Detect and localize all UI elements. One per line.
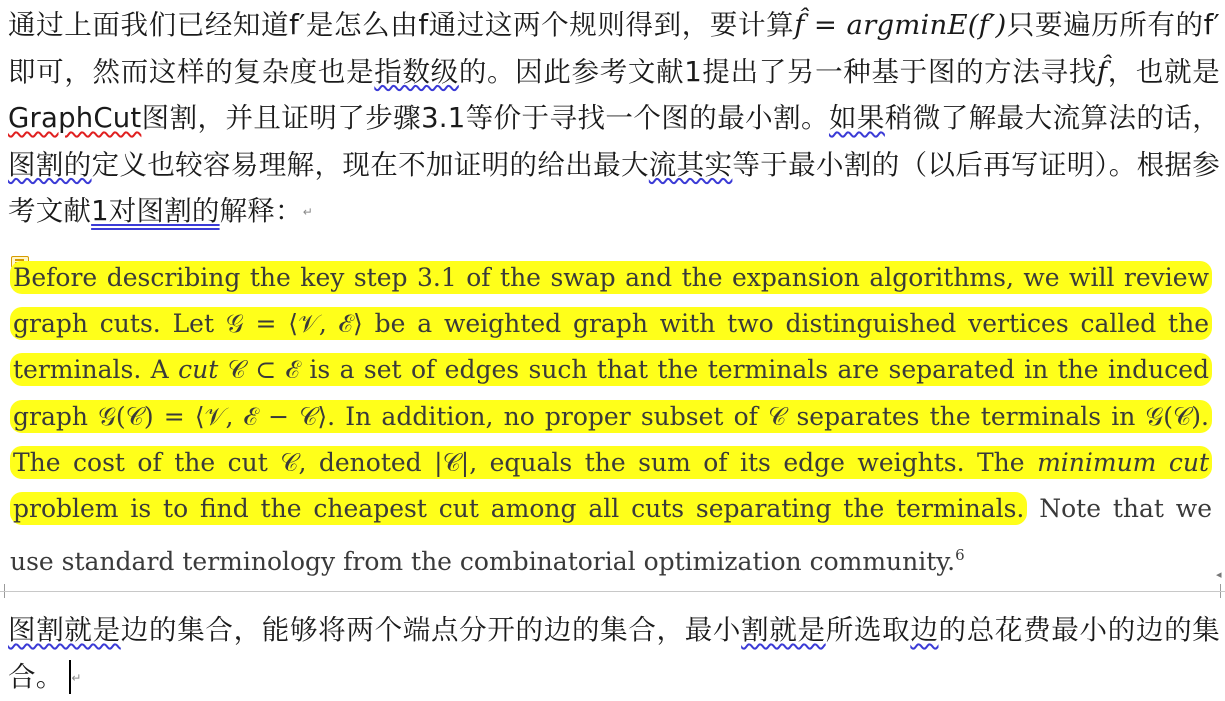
paragraph-definition[interactable] xyxy=(8,607,1220,701)
highlighted-text xyxy=(10,353,1212,386)
text-run: 通过上面我们已经知道f′是怎么由f通过这两个规则得到，要计算 xyxy=(8,9,795,41)
math-f-hat: f̂ xyxy=(794,9,805,41)
text-run: 边的集合，能够将两个端点分开的边的集合，最小 xyxy=(120,614,742,646)
paragraph-mark: ↵ xyxy=(71,670,82,685)
italic-term: cut xyxy=(178,355,219,385)
excerpt-line xyxy=(10,347,1212,393)
italic-term: minimum cut xyxy=(1037,447,1209,477)
grammar-flag-word[interactable]: 边 xyxy=(910,614,939,646)
excerpt-line xyxy=(10,486,1212,532)
paragraph-end-mark-icon: ◂ xyxy=(1216,568,1222,581)
excerpt-line xyxy=(10,440,1212,486)
text-run: 解释： xyxy=(219,195,303,227)
text-run: 等于最小割的（以后再写证明）。根据参考文献 xyxy=(8,148,1220,227)
text-run: 的。因此参考文献1提出了另一种基于图的方法寻找 xyxy=(458,55,1097,88)
highlighted-text: problem is to find the cheapest cut among all cuts separating the terminals. xyxy=(10,492,1027,525)
highlighted-text: graph 𝒢(𝒞) = ⟨𝒱, ℰ − 𝒞⟩. In addition, no proper subset of 𝒞 separates the terminals in 𝒢(𝒞). xyxy=(10,400,1212,433)
text-run: 图割，并且证明了步骤3.1等价于寻找一个图的最小割。 xyxy=(141,102,829,134)
text-run: 稍微了解最大流算法的话， xyxy=(884,102,1221,134)
quoted-paper-excerpt[interactable] xyxy=(10,255,1212,578)
grammar-flag-word[interactable]: 割就是 xyxy=(741,614,826,646)
highlighted-text xyxy=(10,446,1212,479)
grammar-flag-word[interactable]: 图割就是 xyxy=(8,614,121,646)
section-divider xyxy=(0,591,1225,592)
paragraph-intro[interactable] xyxy=(8,2,1220,235)
spelling-flag-word[interactable]: GraphCut xyxy=(8,102,142,134)
excerpt-line xyxy=(10,394,1212,440)
excerpt-line xyxy=(10,301,1212,347)
math-argmin-expression: = argminE(f′) xyxy=(804,9,1007,41)
highlighted-text: graph cuts. Let 𝒢 = ⟨𝒱, ℰ⟩ be a weighted graph with two distinguished vertices called the xyxy=(10,307,1212,340)
text-run: use standard terminology from the combinatorial optimization community. xyxy=(10,547,956,577)
excerpt-line xyxy=(10,255,1212,301)
highlighted-text: Before describing the key step 3.1 of the swap and the expansion algorithms, we will review xyxy=(10,261,1212,294)
excerpt-line xyxy=(10,532,1212,578)
text-run: Note that we xyxy=(1027,493,1213,523)
text-run: ，也就是 xyxy=(1107,55,1220,88)
grammar-flag-word[interactable]: 流其实 xyxy=(648,148,733,181)
text-run: 𝒞 ⊂ ℰ is a set of edges such that the terminals are separated in the induced xyxy=(218,355,1209,385)
text-run: 定义也较容易理解，现在不加证明的给出最大 xyxy=(91,148,649,181)
math-f-hat: f̂ xyxy=(1096,55,1108,88)
paragraph-mark: ↵ xyxy=(302,204,313,219)
text-run: terminals. A xyxy=(13,355,179,385)
footnote-marker[interactable]: 6 xyxy=(955,546,965,565)
text-run: The cost of the cut 𝒞, denoted |𝒞|, equals the sum of its edge weights. The xyxy=(13,447,1038,477)
grammar-flag-word[interactable]: 指数级 xyxy=(374,55,459,88)
grammar-flag-word[interactable]: 1对图割的 xyxy=(91,195,220,227)
grammar-flag-word[interactable]: 如果 xyxy=(828,102,885,134)
text-run: 只要遍历所有的f′即可，然而这样的复杂度也是 xyxy=(8,9,1220,88)
text-run: 所选取 xyxy=(825,614,911,646)
text-run: 的总花费最小的边的集合。 xyxy=(8,614,1220,693)
grammar-flag-word[interactable]: 图割的 xyxy=(8,148,92,181)
